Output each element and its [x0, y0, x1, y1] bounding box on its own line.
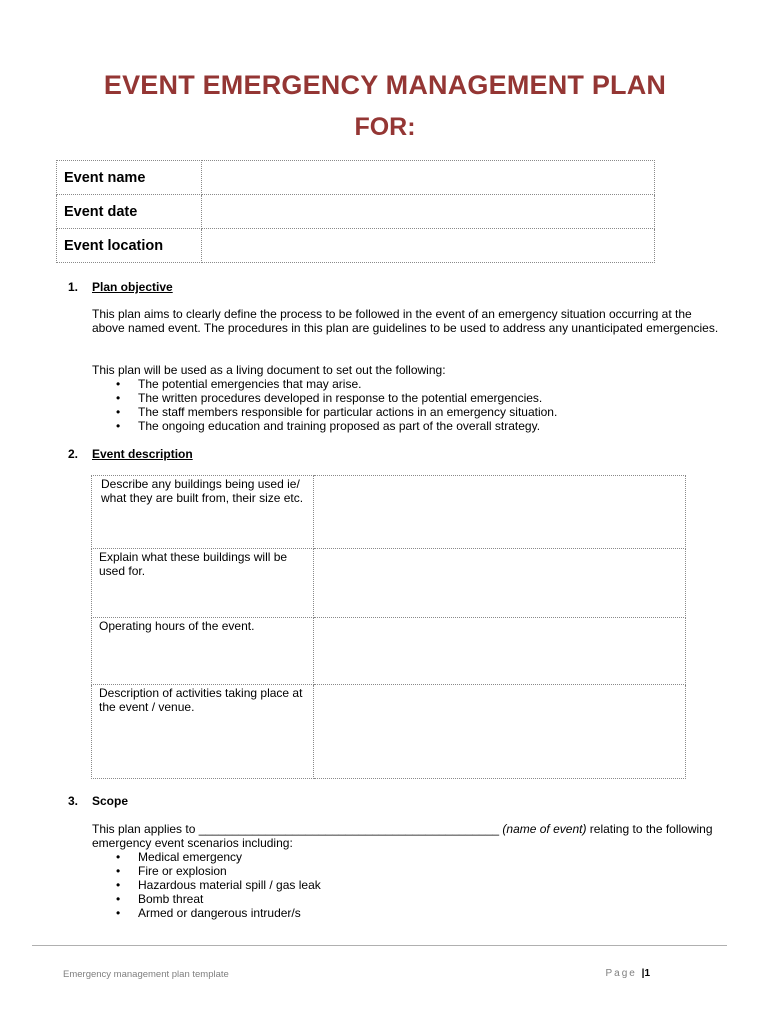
list-item: • The written procedures developed in response to the potential emergencies. [92, 391, 557, 405]
table-row [92, 476, 686, 549]
list-item: • Bomb threat [92, 892, 321, 906]
document-subtitle: FOR: [354, 113, 416, 141]
scope-italic-note: (name of event) [502, 822, 587, 836]
table-row [92, 549, 686, 618]
event-location-label: Event location [57, 229, 202, 263]
table-row [92, 618, 686, 685]
section-title: Plan objective [92, 280, 173, 294]
event-name-field[interactable] [202, 161, 655, 195]
event-description-table [91, 475, 686, 779]
living-document-paragraph: This plan will be used as a living document to set out the following: [92, 363, 446, 377]
footer-document-name: Emergency management plan template [63, 969, 229, 980]
event-date-label: Event date [57, 195, 202, 229]
table-row [57, 161, 655, 195]
table-row [92, 685, 686, 779]
section-number: 3. [68, 794, 79, 808]
page-separator: | [641, 968, 645, 979]
scope-prefix: This plan applies to [92, 822, 199, 836]
list-item: • Armed or dangerous intruder/s [92, 906, 321, 920]
section-number: 2. [68, 447, 79, 461]
list-item: • The potential emergencies that may arise. [92, 377, 557, 391]
event-name-blank[interactable]: _____________________________________________ [198, 822, 500, 836]
section-2-heading [68, 447, 193, 461]
objective-bullet-list [92, 377, 557, 433]
list-item: • Medical emergency [92, 850, 321, 864]
footer-page-indicator [605, 968, 650, 979]
section-3-heading [68, 794, 128, 808]
activities-field[interactable] [314, 685, 686, 779]
objective-paragraph: This plan aims to clearly define the process to be followed in the event of an emergency situation occurring at the above named event. The procedures in this plan are guidelines to be used to address any unanticipated emergencies. [92, 307, 719, 335]
scope-suffix: relating to the following emergency event scenarios including: [92, 822, 713, 850]
section-number: 1. [68, 280, 79, 294]
table-row [57, 195, 655, 229]
event-date-field[interactable] [202, 195, 655, 229]
building-use-label: Explain what these buildings will be used for. [92, 549, 314, 618]
event-info-table [56, 160, 655, 263]
table-row [57, 229, 655, 263]
footer-divider [32, 945, 727, 946]
building-use-field[interactable] [314, 549, 686, 618]
list-item: • Fire or explosion [92, 864, 321, 878]
event-location-field[interactable] [202, 229, 655, 263]
scope-paragraph [92, 822, 722, 850]
buildings-label: Describe any buildings being used ie/ what they are built from, their size etc. [92, 476, 314, 549]
page-label: Page [605, 968, 637, 979]
activities-label: Description of activities taking place at the event / venue. [92, 685, 314, 779]
section-1-heading [68, 280, 173, 294]
list-item: • The staff members responsible for particular actions in an emergency situation. [92, 405, 557, 419]
document-title: EVENT EMERGENCY MANAGEMENT PLAN [103, 70, 667, 100]
operating-hours-label: Operating hours of the event. [92, 618, 314, 685]
scope-bullet-list [92, 850, 321, 920]
section-title: Scope [92, 794, 129, 808]
list-item: • Hazardous material spill / gas leak [92, 878, 321, 892]
operating-hours-field[interactable] [314, 618, 686, 685]
buildings-field[interactable] [314, 476, 686, 549]
event-name-label: Event name [57, 161, 202, 195]
page-number: 1 [644, 968, 650, 979]
section-title: Event description [92, 447, 193, 461]
list-item: • The ongoing education and training proposed as part of the overall strategy. [92, 419, 557, 433]
